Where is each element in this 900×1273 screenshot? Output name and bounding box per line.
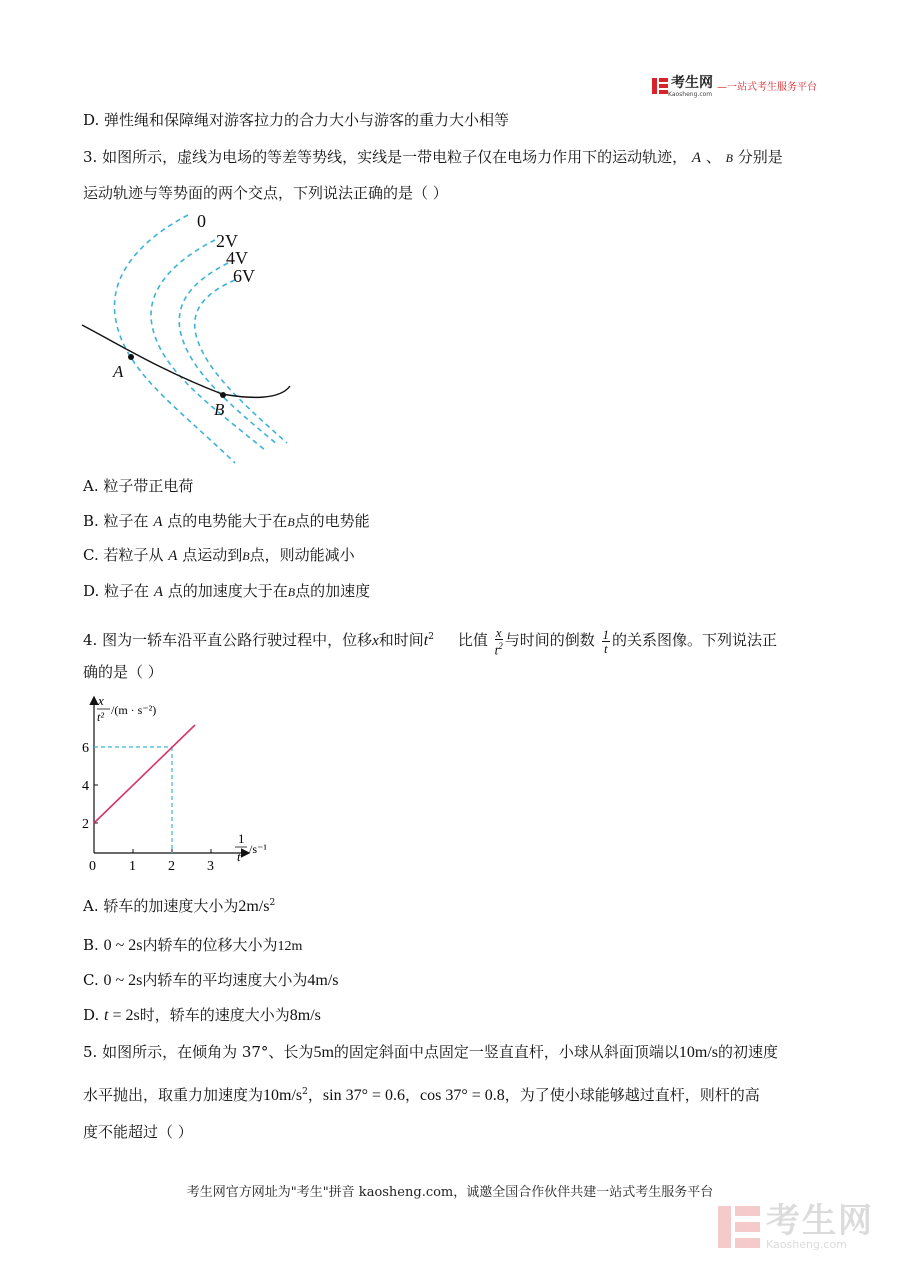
page-footer: 考生网官方网址为"考生"拼音 kaosheng.com，诚邀全国合作伙伴共建一站式考生服务平台: [186, 1185, 714, 1200]
q3-stem-line2: 运动轨迹与等势面的两个交点，下列说法正确的是（ ）: [83, 184, 448, 202]
watermark: [718, 1203, 874, 1251]
label-0: 0: [197, 211, 206, 231]
x-tick-1: 1: [129, 859, 136, 874]
q4-option-d: D. t = 2s时，轿车的速度大小为8m/s: [83, 1006, 321, 1024]
x-tick-2: 2: [168, 859, 175, 874]
q4-option-a: A. 轿车的加速度大小为$2m/s^2$: [83, 897, 276, 915]
q4-option-b: B. 0 ~ 2s内轿车的位移大小为12m: [83, 936, 303, 954]
watermark-logo-icon: [718, 1206, 760, 1248]
y-tick-6: 6: [82, 741, 89, 756]
q5-stem-line3: 度不能超过（ ）: [83, 1123, 193, 1141]
guide-lines: [94, 747, 172, 853]
x-label-den: t: [237, 849, 241, 864]
data-line: [94, 725, 195, 823]
y-tick-2: 2: [82, 817, 89, 832]
kaosheng-logo-icon: [652, 78, 668, 94]
label-point-b: B: [214, 400, 225, 419]
brand-slogan: —一站式考生服务平台: [717, 82, 817, 93]
q2-option-d: D. 弹性绳和保障绳对游客拉力的合力大小与游客的重力大小相等: [83, 111, 510, 129]
q3-equipotential-figure: [80, 205, 300, 470]
x-unit: /s⁻¹: [249, 842, 267, 856]
q4-option-c: C. 0 ~ 2s内轿车的平均速度大小为4m/s: [83, 971, 339, 989]
y-unit: /(m · s⁻²): [111, 703, 157, 717]
q4-graph: [78, 690, 278, 880]
point-b-dot: [220, 392, 226, 398]
q3-option-b: B. 粒子在 A 点的电势能大于在B点的电势能: [83, 512, 370, 530]
q5-stem-line2: 水平抛出，取重力加速度为$10m/s^2$，sin 37° = 0.6，cos 37° = 0.8，为了使小球能够越过直杆，则杆的高: [83, 1086, 760, 1104]
y-label-num: x: [98, 693, 104, 708]
q3-stem-line1: 3. 如图所示，虚线为电场的等差等势线，实线是一带电粒子仅在电场力作用下的运动轨迹， A 、 B 分别是: [83, 148, 783, 166]
q3-option-c: C. 若粒子从 A 点运动到B点，则动能减小: [83, 546, 355, 564]
label-4v: 4V: [226, 248, 248, 268]
watermark-name: 考生网: [766, 1201, 874, 1241]
header-logo: [652, 73, 817, 98]
brand-url: Kaosheng.com: [668, 91, 713, 98]
x-tick-3: 3: [207, 859, 214, 874]
q3-option-d: D. 粒子在 A 点的加速度大于在B点的加速度: [83, 582, 371, 600]
label-6v: 6V: [233, 266, 255, 286]
brand-name: 考生网: [671, 75, 713, 91]
q3-option-a: A. 粒子带正电荷: [83, 477, 194, 495]
watermark-url: Kaosheng.com: [766, 1238, 847, 1251]
label-point-a: A: [113, 362, 124, 381]
y-label-den: t²: [97, 710, 104, 724]
point-a-dot: [128, 354, 134, 360]
q4-stem-line1: 4. 图为一轿车沿平直公路行驶过程中，位移x和时间$t^2$ 比值 $\frac{x}{t^2}$ 与时间的倒数 $\frac{1}{t}$ 的关系图像。下列说法正: [83, 624, 778, 658]
x-label-num: 1: [238, 831, 245, 846]
q4-stem-line2: 确的是（ ）: [83, 663, 163, 681]
q5-stem-line1: 5. 如图所示，在倾角为 37°、长为5m的固定斜面中点固定一竖直直杆，小球从斜面顶端以10m/s的初速度: [83, 1043, 779, 1061]
equipotential-line-4v: [179, 263, 278, 445]
equipotential-line-0: [114, 215, 235, 463]
y-tick-4: 4: [82, 779, 89, 794]
origin-label: 0: [89, 859, 96, 874]
frac-x-over-t2: $\frac{x}{t^2}$: [494, 624, 503, 658]
equipotential-line-6v: [195, 280, 287, 443]
frac-1-over-t: $\frac{1}{t}$: [602, 626, 610, 656]
label-2v: 2V: [216, 231, 238, 251]
